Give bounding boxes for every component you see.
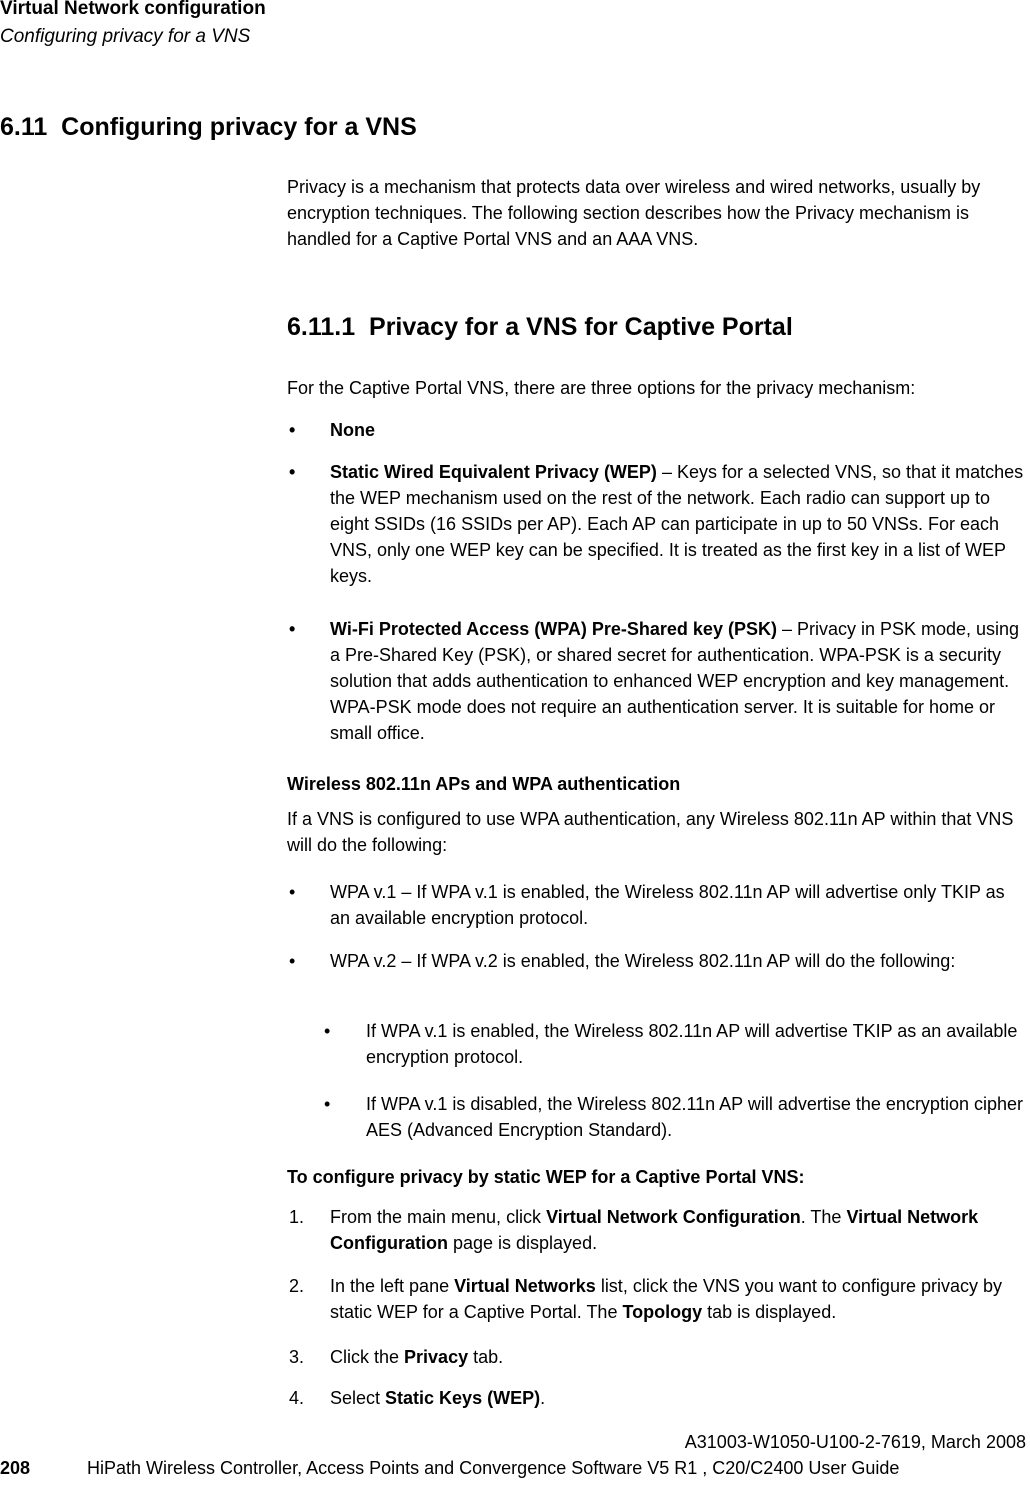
captive-intro: For the Captive Portal VNS, there are three options for the privacy mechanism: [287,378,916,398]
step-text: Select [330,1388,386,1408]
ui-reference: Topology [622,1302,703,1322]
step-text: In the left pane [330,1276,455,1296]
bullet: • [289,420,296,440]
option-title: None [330,420,375,440]
step-text: Click the [330,1347,405,1367]
list-item-text: If WPA v.1 is enabled, the Wireless 802.11n AP will advertise TKIP as an available encryption protocol. [366,1021,1018,1067]
subsection-heading: 6.11.1 Privacy for a VNS for Captive Portal [287,313,793,341]
option-title: Wi-Fi Protected Access (WPA) Pre-Shared key (PSK) [330,619,777,639]
step-text: list, click the VNS you want to configure privacy by static WEP for a Captive Portal. The [330,1276,1002,1322]
list-item-text: If WPA v.1 is disabled, the Wireless 802.11n AP will advertise the encryption cipher AES (Advanced Encryption Standard). [366,1094,1023,1140]
ui-reference: Virtual Network Configuration [546,1207,801,1227]
ui-reference: Virtual Network Configuration [330,1207,979,1253]
document-reference: A31003-W1050-U100-2-7619, March 2008 [684,1432,1026,1452]
section-heading: 6.11 Configuring privacy for a VNS [0,113,417,141]
option-title: Static Wired Equivalent Privacy (WEP) [330,462,657,482]
bullet: • [289,882,296,902]
step-text: . The [800,1207,847,1227]
ui-reference: Static Keys (WEP) [385,1388,541,1408]
chapter-title: Virtual Network configuration [0,0,266,19]
step-text: . [540,1388,546,1408]
page-number: 208 [0,1458,31,1478]
step-number: 3. [289,1347,305,1367]
option-text: – Privacy in PSK mode, using a Pre-Shared Key (PSK), or shared secret for authentication. WPA-PSK is a security solution that adds authentication to enhanced WEP encryption and key management. WPA-PSK mode does not require an authentication server. It is suitable for home or small office. [330,619,1020,743]
bullet: • [324,1021,331,1041]
step-text: tab. [468,1347,504,1367]
procedure-heading: To configure privacy by static WEP for a Captive Portal VNS: [287,1167,805,1187]
step-number: 2. [289,1276,305,1296]
option-text: – Keys for a selected VNS, so that it matches the WEP mechanism used on the rest of the network. Each radio can support up to eight SSIDs (16 SSIDs per AP). Each AP can participate in up to 50 VNSs. For each VNS, only one WEP key can be specified. It is treated as the first key in a list of WEP keys. [330,462,1024,586]
guide-title: HiPath Wireless Controller, Access Points and Convergence Software V5 R1 , C20/C2400 User Guide [87,1458,900,1478]
wpa-heading: Wireless 802.11n APs and WPA authentication [287,774,681,794]
intro-paragraph: Privacy is a mechanism that protects data over wireless and wired networks, usually by encryption techniques. The following section describes how the Privacy mechanism is handled for a Captive Portal VNS and an AAA VNS. [287,177,981,249]
ui-reference: Privacy [404,1347,469,1367]
section-subtitle: Configuring privacy for a VNS [0,26,251,47]
step-text: From the main menu, click [330,1207,547,1227]
step-text: page is displayed. [447,1233,598,1253]
list-item-text: WPA v.2 – If WPA v.2 is enabled, the Wireless 802.11n AP will do the following: [330,951,956,971]
step-text: tab is displayed. [702,1302,837,1322]
list-item-text: WPA v.1 – If WPA v.1 is enabled, the Wireless 802.11n AP will advertise only TKIP as an available encryption protocol. [330,882,1005,928]
bullet: • [324,1094,331,1114]
step-number: 4. [289,1388,305,1408]
ui-reference: Virtual Networks [454,1276,596,1296]
bullet: • [289,462,296,482]
bullet: • [289,619,296,639]
wpa-intro: If a VNS is configured to use WPA authentication, any Wireless 802.11n AP within that VNS will do the following: [287,809,1014,855]
bullet: • [289,951,296,971]
step-number: 1. [289,1207,305,1227]
